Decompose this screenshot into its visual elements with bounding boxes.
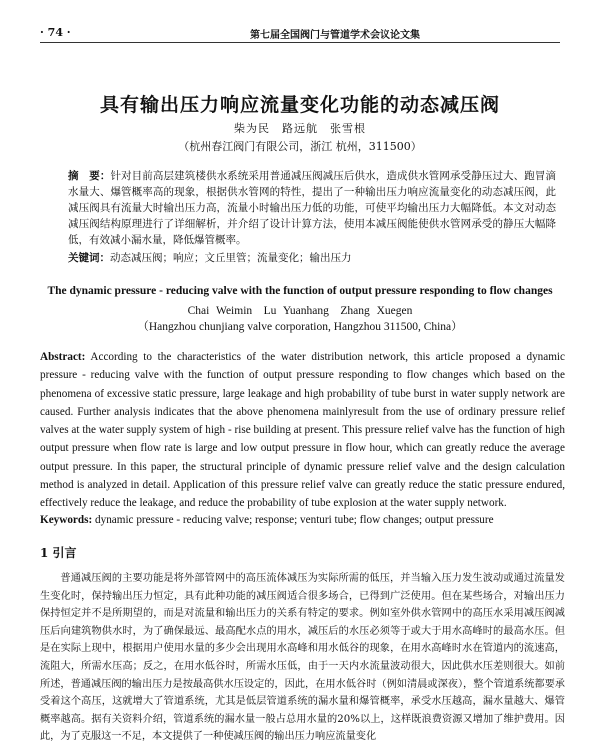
keywords-chinese: [68, 250, 556, 266]
affiliation-english: （Hangzhou chunjiang valve corporation, Hangzhou 311500, China）: [137, 321, 463, 333]
section-heading: 1 引言: [40, 546, 77, 560]
journal-title: 第七届全国阀门与管道学术会议论文集: [250, 30, 420, 41]
abstract-chinese: [68, 168, 556, 248]
abstract-label-chinese: 摘 要：: [68, 170, 111, 182]
affiliation-chinese: （杭州春江阀门有限公司，浙江 杭州，311500）: [178, 140, 422, 153]
title-chinese: 具有输出压力响应流量变化功能的动态减压阀: [99, 94, 500, 116]
body-paragraph: 普通减压阀的主要功能是将外部管网中的高压流体减压为实际所需的低压，并当输入压力发生波动或通过流量发生变化时，保持输出压力恒定，具有此种功能的减压阀适合很多场合，已得到广泛使用。但在某些场合，对输出压力保持恒定并不是所期望的，而是对流量和输出压力的关系有特定的要求。例如室外供水管网中的高压水采用减压阀减压后向建筑物供水时，为了确保最远、最高配水点的用水，减压后的水压必须等于或大于用水高峰时的最高水压。但是在实际上现中，根据用户使用水量的多少会出现用水高峰和用水低谷的现象，在用水高峰时水在管道内的流速高，流阻大，所需水压高；反之，在用水低谷时，所需水压低，由于一天内水流量波动很大，因此供水压差则很大。如前所述，普通减压阀的输出压力是按最高供水压设定的，因此，在用水低谷时（例如清晨或深夜），整个管道系统都要承受着这个高压，这就增大了管道系统，尤其是低层管道系统的漏水量和爆管概率，承受水压越高，漏水量越大、爆管概率越高。据有关资料介绍，管道系统的漏水量一般占总用水量的20%以上，这样既浪费资源又增加了维护费用。因此，为了克服这一不足，本文提供了一种使减压阀的输出压力响应流量变化: [40, 573, 565, 743]
running-header: [40, 24, 560, 43]
authors-english: Chai Weimin Lu Yuanhang Zhang Xuegen: [187, 305, 413, 317]
page-number: · 74 ·: [40, 26, 71, 39]
title-english: The dynamic pressure - reducing valve with the function of output pressure responding to flow changes: [47, 285, 553, 297]
keywords-english: [40, 511, 565, 529]
abstract-label-english: Abstract:: [40, 351, 86, 363]
authors-chinese: 柴为民 路远航 张雪根: [234, 122, 366, 135]
abstract-text-english: According to the characteristics of the water distribution network, this article proposed a dynamic pressure - reducing valve with the function of output pressure responding to flow changes which based on the phenomena of excessive static pressure, large leakage and high probability of tube burst in water supply network are caused. Further analysis indicates that the above phenomena mainlyresult from the use of ordinary pressure relief valves at the water supply system of high - rise building at present. This pressure relief valve has the function of high output pressure when flow rate is large and low output pressure in flow hour, which can greatly reduce the average output pressure. In this paper, the structural principle of dynamic pressure relief valve and the design calculation method is analyzed in detail. Application of this pressure relief valve can greatly reduce the static pressure endured, effectively reduce the leakage, and reduce the probability of tube explosion at the water supply network.: [40, 351, 565, 510]
abstract-english: [40, 348, 565, 513]
keywords-label-chinese: 关键词：: [68, 252, 110, 264]
keywords-text-chinese: 动态减压阀；响应；文丘里管；流量变化；输出压力: [110, 252, 352, 264]
keywords-label-english: Keywords:: [40, 514, 93, 526]
keywords-text-english: dynamic pressure - reducing valve; response; venturi tube; flow changes; output pressure: [95, 514, 494, 526]
abstract-text-chinese: 针对目前高层建筑楼供水系统采用普通减压阀减压后供水，造成供水管网承受静压过大、跑冒滴水量大、爆管概率高的现象，根据供水管网的特性，提出了一种输出压力响应流量变化的动态减压阀，此减压阀具有流量大时输出压力高，流量小时输出压力低的功能，可使平均输出压力大幅降低。本文对动态减压阀结构原理进行了详细解析，并介绍了设计计算方法，使用本减压阀能使供水管网承受的静压大幅降低，有效减小漏水量，降低爆管概率。: [68, 170, 557, 246]
